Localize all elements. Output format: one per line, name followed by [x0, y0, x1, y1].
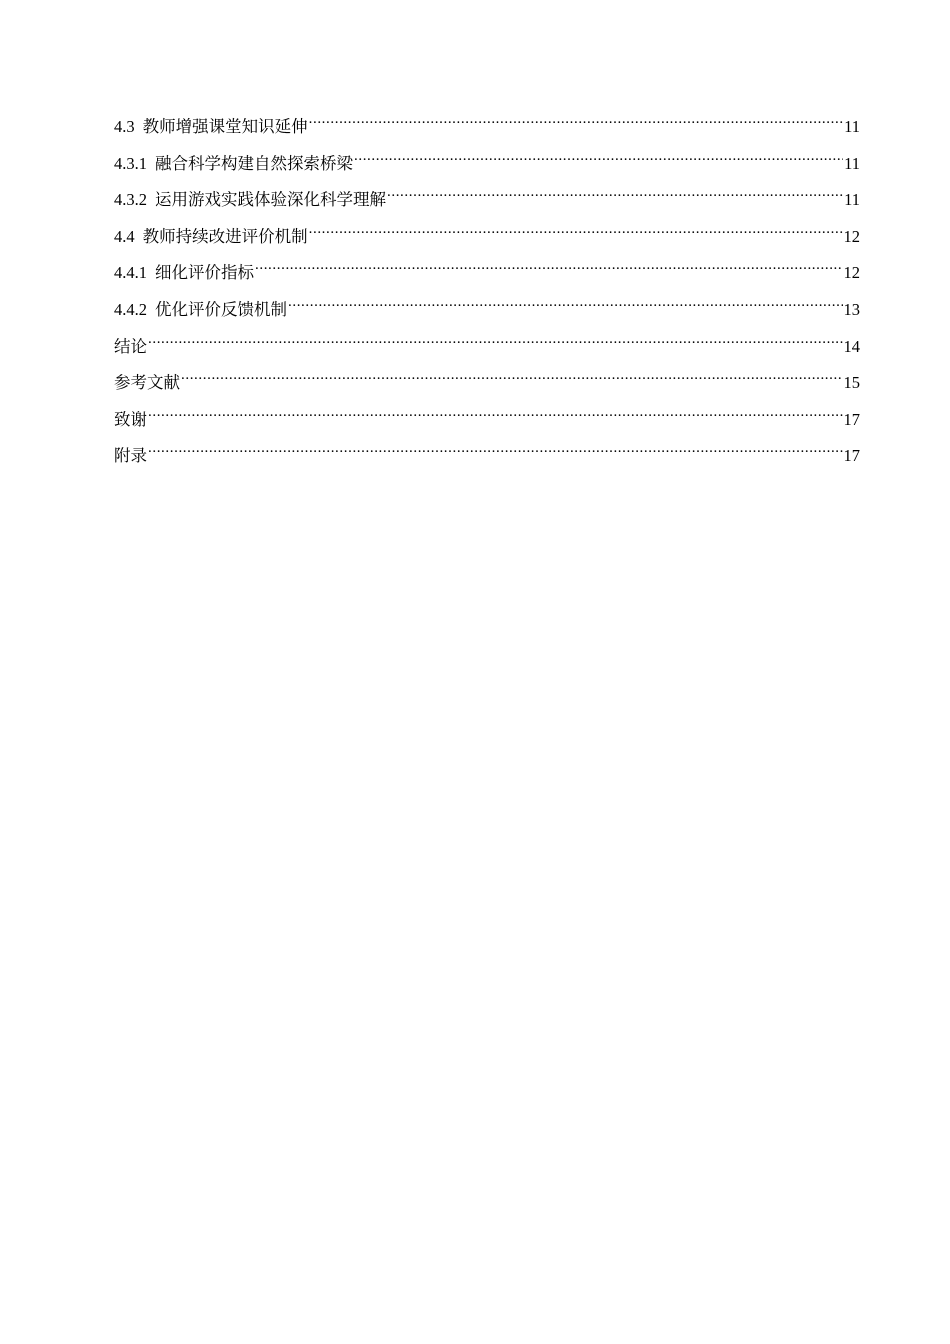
toc-entry-title: 运用游戏实践体验深化科学理解: [155, 190, 386, 210]
toc-entry-references[interactable]: [114, 368, 860, 405]
dot-leader: [148, 335, 843, 352]
toc-entry-page-number: 13: [843, 299, 860, 319]
toc-entry-number: 4.3.1: [114, 153, 147, 173]
toc-entry-4-3-1[interactable]: [114, 149, 860, 186]
toc-entry-number: 4.4: [114, 226, 135, 246]
toc-entry-4-3-2[interactable]: [114, 185, 860, 222]
toc-entry-number: 4.4.1: [114, 263, 147, 283]
toc-entry-conclusion[interactable]: [114, 332, 860, 369]
toc-entry-page-number: 11: [844, 117, 860, 136]
toc-entry-title: 附录: [114, 446, 147, 466]
toc-entry-4-4-2[interactable]: [114, 295, 860, 332]
toc-entry-page-number: 17: [843, 409, 860, 429]
toc-entry-title: 优化评价反馈机制: [155, 299, 287, 319]
toc-entry-page-number: 11: [844, 153, 860, 173]
toc-entry-title: 教师增强课堂知识延伸: [142, 117, 308, 136]
toc-entry-page-number: 15: [843, 373, 860, 393]
dot-leader: [309, 225, 843, 242]
dot-leader: [255, 262, 843, 279]
toc-entry-page-number: 12: [843, 226, 860, 246]
dot-leader: [148, 445, 843, 462]
toc-entry-title: 结论: [114, 336, 147, 356]
toc-entry-title: 致谢: [114, 409, 147, 429]
toc-entry-page-number: 12: [843, 263, 860, 283]
toc-entry-title: 细化评价指标: [155, 263, 254, 283]
toc-entry-page-number: 14: [843, 336, 860, 356]
table-of-contents: [114, 112, 860, 478]
toc-entry-4-3[interactable]: [114, 112, 860, 149]
dot-leader: [148, 408, 843, 425]
toc-entry-4-4-1[interactable]: [114, 258, 860, 295]
dot-leader: [354, 152, 843, 169]
dot-leader: [309, 116, 843, 133]
toc-entry-4-4[interactable]: [114, 222, 860, 259]
toc-entry-number: 4.4.2: [114, 299, 147, 319]
toc-entry-title: 参考文献: [114, 373, 180, 393]
toc-entry-page-number: 17: [843, 446, 860, 466]
toc-entry-number: 4.3.2: [114, 190, 147, 210]
dot-leader: [288, 298, 843, 315]
toc-entry-appendix[interactable]: [114, 441, 860, 478]
toc-entry-title: 教师持续改进评价机制: [142, 226, 308, 246]
toc-entry-page-number: 11: [844, 190, 860, 210]
toc-entry-acknowledgements[interactable]: [114, 405, 860, 442]
toc-entry-title: 融合科学构建自然探索桥梁: [155, 153, 353, 173]
dot-leader: [181, 372, 843, 389]
toc-entry-number: 4.3: [114, 117, 135, 136]
dot-leader: [387, 189, 843, 206]
